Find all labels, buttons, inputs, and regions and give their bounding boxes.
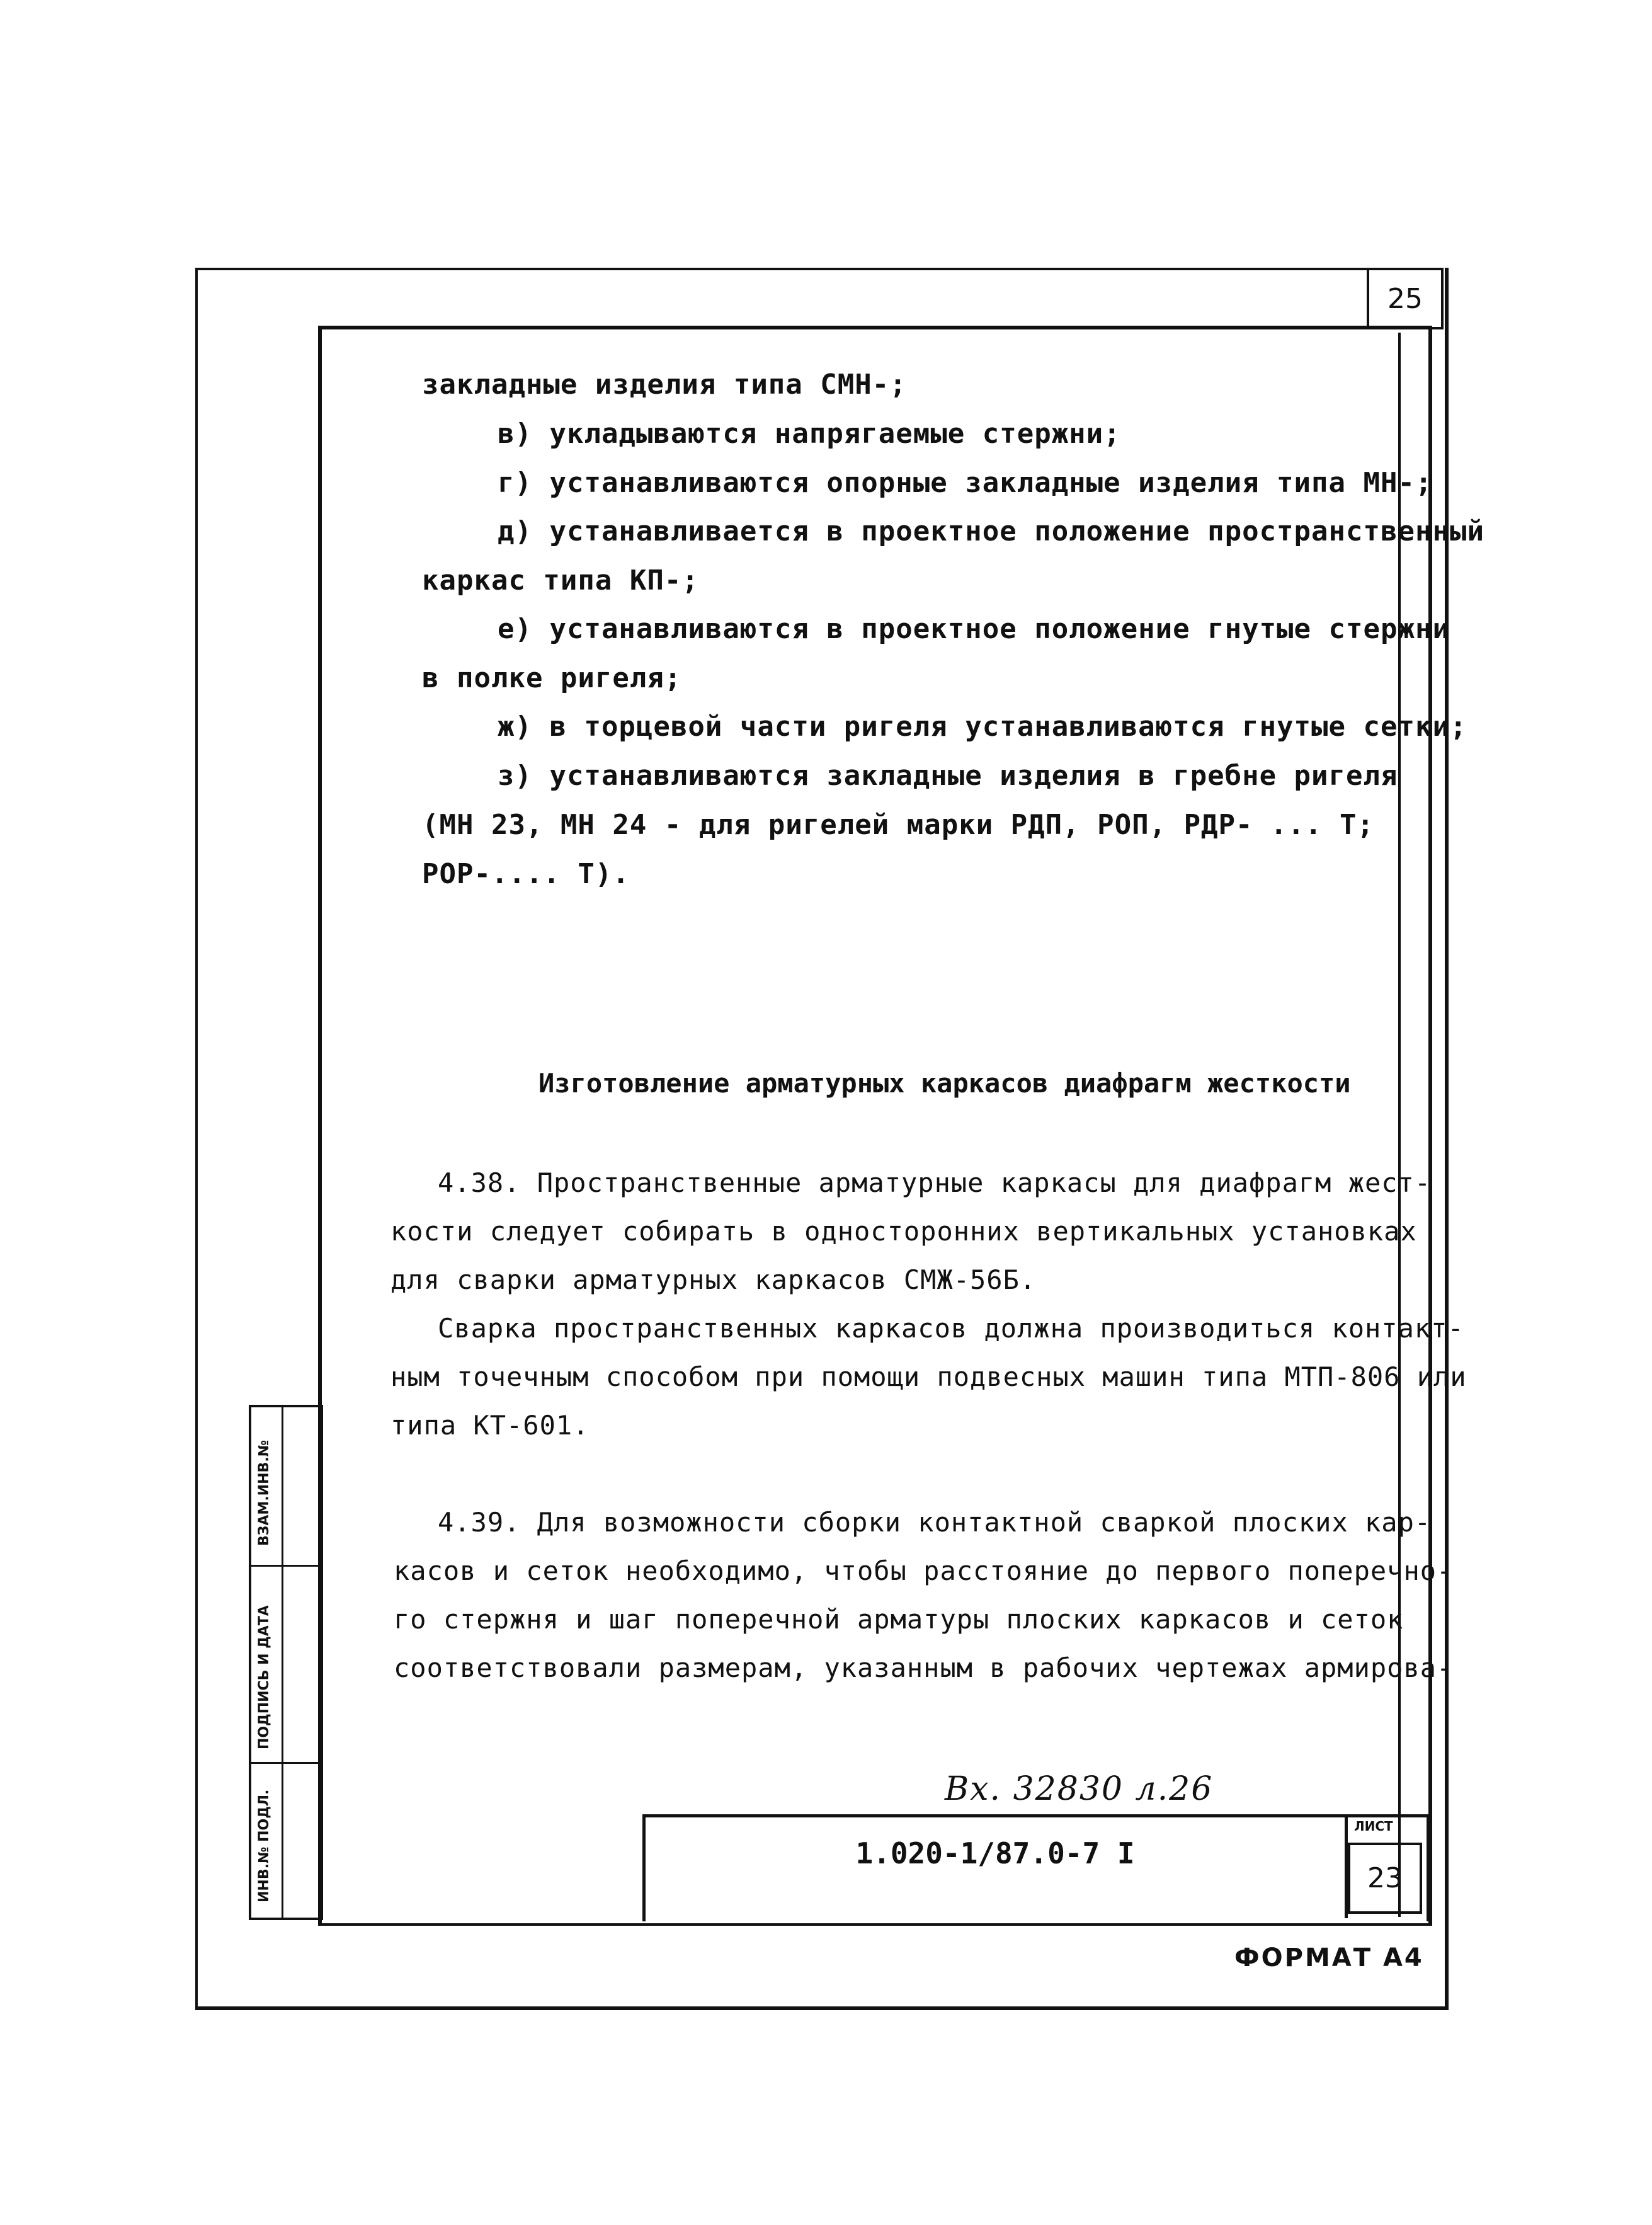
side-label-sign-date: ПОДПИСЬ И ДАТА (256, 1605, 272, 1749)
side-label-inv-orig: ИНВ.№ ПОДЛ. (256, 1789, 272, 1902)
page-number: 25 (1387, 282, 1423, 315)
body-line: з) устанавливаются закладные изделия в гребне ригеля (498, 760, 1398, 792)
body-line: РОР-.... Т). (422, 858, 630, 890)
paragraph-line: касов и сеток необходимо, чтобы расстояние до первого поперечно- (394, 1555, 1454, 1586)
side-cell-replace-inv (251, 1407, 318, 1567)
body-line: г) устанавливаются опорные закладные изделия типа МН-; (498, 467, 1433, 499)
body-line: каркас типа КП-; (422, 564, 699, 597)
paragraph-line: го стержня и шаг поперечной арматуры плоских каркасов и сеток (394, 1604, 1404, 1635)
paragraph-line: для сварки арматурных каркасов СМЖ-56Б. (390, 1264, 1037, 1295)
paragraph-line: Сварка пространственных каркасов должна производиться контакт- (438, 1313, 1464, 1344)
paragraph-line: соответствовали размерам, указанным в рабочих чертежах армирова- (394, 1652, 1454, 1683)
paragraph-line: ным точечным способом при помощи подвесных машин типа МТП-806 или (390, 1361, 1467, 1392)
body-line: ж) в торцевой части ригеля устанавливаются гнутые сетки; (498, 711, 1467, 743)
page-number-box (1367, 268, 1444, 329)
handwritten-note: Вх. 32830 л.26 (945, 1770, 1214, 1808)
paragraph-line: 4.39. Для возможности сборки контактной сваркой плоских кар- (438, 1507, 1432, 1538)
body-line: (МН 23, МН 24 - для ригелей марки РДП, РОП, РДР- ... Т; (422, 809, 1374, 841)
paragraph-line: кости следует собирать в односторонних вертикальных установках (390, 1216, 1417, 1247)
outer-frame-top-line (195, 268, 1367, 270)
body-line: закладные изделия типа СМН-; (422, 369, 907, 401)
paragraph-line: типа КТ-601. (390, 1410, 590, 1441)
section-heading: Изготовление арматурных каркасов диафрагм жесткости (538, 1068, 1351, 1099)
document-code: 1.020-1/87.0-7 I (855, 1836, 1135, 1870)
body-line: в полке ригеля; (422, 662, 682, 694)
body-line: е) устанавливаются в проектное положение гнутые стержни (498, 613, 1450, 645)
side-cell-sign-date (251, 1567, 318, 1764)
body-line: д) устанавливается в проектное положение пространственный (498, 515, 1484, 547)
side-stamp-block (249, 1405, 323, 1920)
side-cell-inv-orig (251, 1764, 318, 1915)
paragraph-line: 4.38. Пространственные арматурные каркасы для диафрагм жест- (438, 1167, 1432, 1198)
format-label: ФОРМАТ А4 (1234, 1943, 1424, 1972)
sheet-number-box (1348, 1843, 1422, 1914)
sheet-number: 23 (1367, 1862, 1403, 1894)
sheet-label: ЛИСТ (1354, 1819, 1393, 1834)
body-line: в) укладываются напрягаемые стержни; (498, 418, 1121, 450)
side-label-replace-inv: ВЗАМ.ИНВ.№ (256, 1439, 272, 1546)
